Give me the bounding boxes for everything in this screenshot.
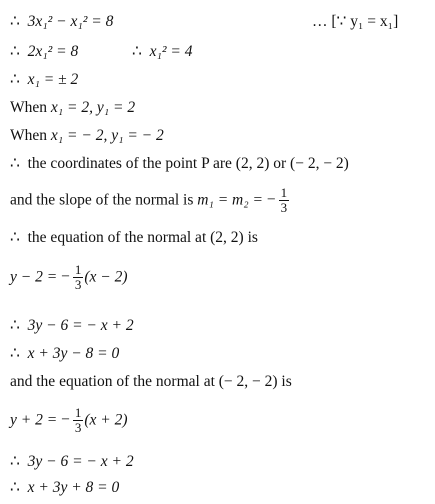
fraction-denominator: 3 [280, 199, 288, 215]
therefore-symbol: ∴ [132, 43, 142, 60]
fraction-numerator: 1 [280, 184, 288, 200]
sentence: and the equation of the normal at (− 2, − 2) is [10, 373, 292, 390]
therefore-symbol: ∴ [10, 229, 20, 246]
fraction [73, 263, 84, 292]
equation: 2x₁² = 8 [27, 43, 79, 60]
therefore-symbol: ∴ [10, 345, 20, 362]
step-line-4 [10, 98, 135, 118]
when-label: When [10, 99, 48, 116]
step-line-9 [10, 262, 127, 292]
therefore-symbol: ∴ [10, 453, 20, 470]
equation: 3y − 6 = − x + 2 [27, 317, 134, 334]
step-line-2b [132, 42, 193, 62]
equation-lhs: y + 2 = [10, 411, 58, 429]
fraction [73, 406, 84, 435]
equation-lhs: y − 2 = [10, 268, 58, 286]
minus-sign: − [266, 191, 276, 209]
step-line-13 [10, 405, 127, 435]
step-line-12 [10, 372, 292, 392]
equation: 3x₁² − x₁² = 8 [27, 13, 114, 30]
therefore-symbol: ∴ [10, 43, 20, 60]
sentence: the equation of the normal at (2, 2) is [27, 229, 258, 246]
step-line-11 [10, 344, 119, 364]
equation: x₁² = 4 [149, 43, 193, 60]
therefore-symbol: ∴ [10, 13, 20, 30]
therefore-symbol: ∴ [10, 155, 20, 172]
step-line-6 [10, 154, 349, 174]
step-line-10 [10, 316, 134, 336]
step-line-7 [10, 185, 290, 215]
step-line-2 [10, 42, 78, 62]
fraction-denominator: 3 [74, 276, 82, 292]
step-line-15 [10, 478, 119, 498]
step-line-14 [10, 452, 134, 472]
equation: 3y − 6 = − x + 2 [27, 453, 134, 470]
minus-sign: − [61, 268, 70, 286]
equation: x₁ = ± 2 [27, 71, 79, 88]
step-line-5 [10, 126, 164, 146]
step-note [312, 12, 398, 32]
step-line-8 [10, 228, 258, 248]
sentence: the coordinates of the point P are (2, 2) or (− 2, − 2) [27, 155, 349, 172]
since-note: … [∵ y₁ = x₁] [312, 13, 399, 30]
equation: x₁ = 2, y₁ = 2 [50, 99, 136, 116]
equation: x + 3y + 8 = 0 [27, 479, 120, 496]
when-label: When [10, 127, 48, 144]
therefore-symbol: ∴ [10, 317, 20, 334]
equation: m₁ = m₂ = [197, 191, 263, 209]
equation-rhs: (x − 2) [84, 268, 128, 286]
equation-rhs: (x + 2) [84, 411, 128, 429]
therefore-symbol: ∴ [10, 479, 20, 496]
minus-sign: − [61, 411, 70, 429]
step-line-3 [10, 70, 78, 90]
equation: x + 3y − 8 = 0 [27, 345, 120, 362]
fraction-numerator: 1 [74, 404, 82, 420]
fraction-numerator: 1 [74, 261, 82, 277]
equation: x₁ = − 2, y₁ = − 2 [50, 127, 164, 144]
step-line-1 [10, 12, 113, 32]
therefore-symbol: ∴ [10, 71, 20, 88]
sentence: and the slope of the normal is [10, 191, 194, 209]
fraction-denominator: 3 [74, 419, 82, 435]
fraction [279, 186, 290, 215]
